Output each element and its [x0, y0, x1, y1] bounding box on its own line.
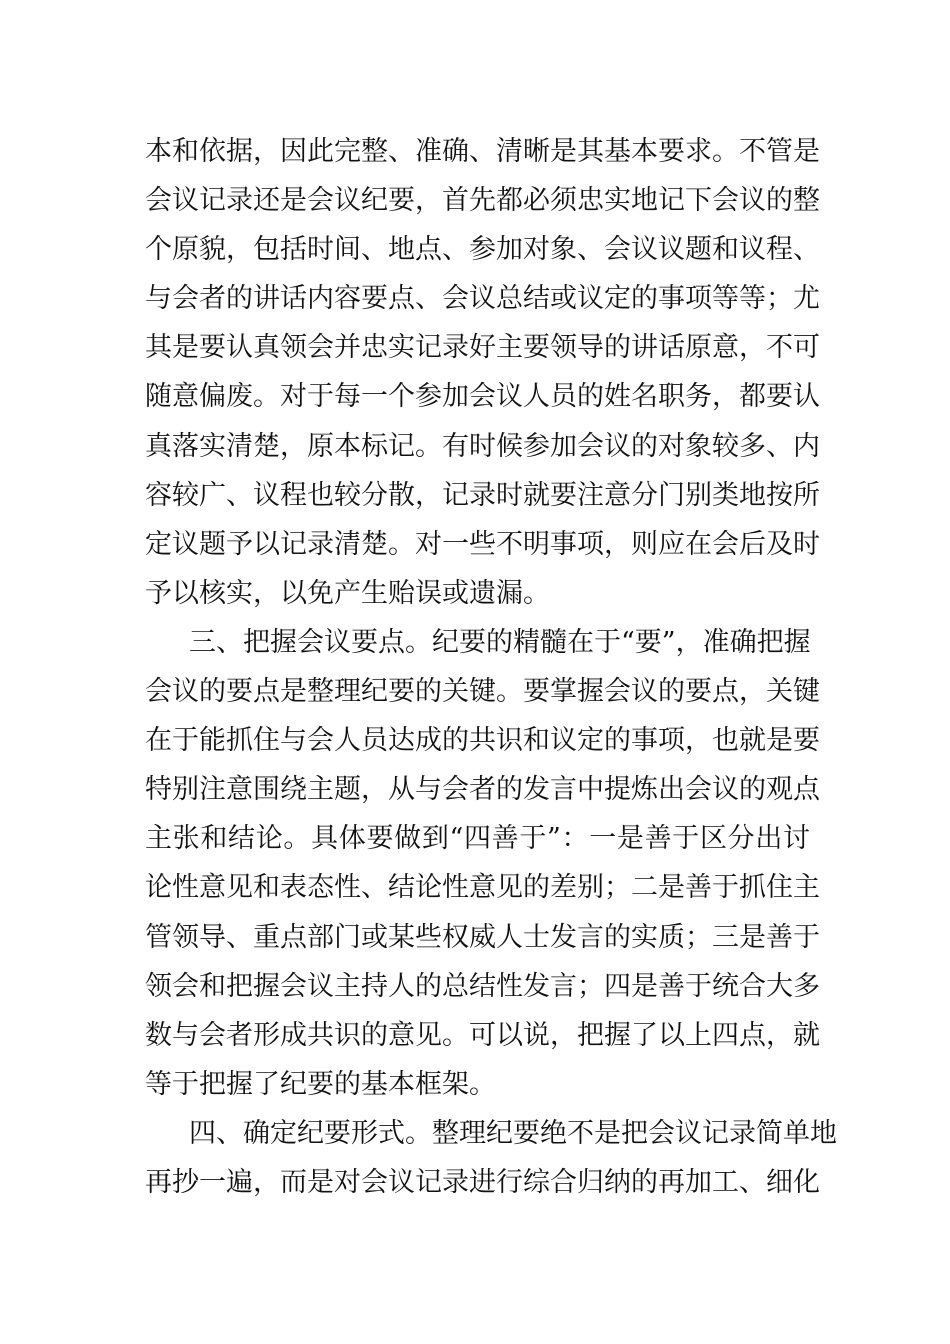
text-line: 数与会者形成共识的意见。可以说，把握了以上四点，就	[145, 1019, 820, 1051]
text-line: 个原貌，包括时间、地点、参加对象、会议议题和议程、	[145, 234, 820, 266]
text-line: 在于能抓住与会人员达成的共识和议定的事项，也就是要	[145, 725, 820, 757]
body-text	[145, 127, 837, 1207]
text-line: 会议记录还是会议纪要，首先都必须忠实地记下会议的整	[145, 185, 820, 217]
text-line: 论性意见和表态性、结论性意见的差别；二是善于抓住主	[145, 872, 820, 904]
text-line: 随意偏废。对于每一个参加会议人员的姓名职务，都要认	[145, 381, 820, 413]
text-line: 主张和结论。具体要做到“四善于”：一是善于区分出讨	[145, 823, 810, 855]
text-line: 再抄一遍，而是对会议记录进行综合归纳的再加工、细化	[145, 1166, 820, 1198]
text-line: 真落实清楚，原本标记。有时候参加会议的对象较多、内	[145, 430, 820, 462]
text-line: 容较广、议程也较分散，记录时就要注意分门别类地按所	[145, 479, 820, 511]
text-line: 本和依据，因此完整、准确、清晰是其基本要求。不管是	[145, 136, 820, 167]
text-line: 等于把握了纪要的基本框架。	[145, 1068, 496, 1100]
text-line: 其是要认真领会并忠实记录好主要领导的讲话原意，不可	[145, 332, 820, 364]
text-line: 定议题予以记录清楚。对一些不明事项，则应在会后及时	[145, 528, 820, 560]
section-four-heading-line: 四、确定纪要形式。整理纪要绝不是把会议记录简单地	[189, 1117, 837, 1149]
text-line: 与会者的讲话内容要点、会议总结或议定的事项等等；尤	[145, 283, 820, 315]
text-line: 领会和把握会议主持人的总结性发言；四是善于统合大多	[145, 970, 820, 1002]
section-three-heading-line: 三、把握会议要点。纪要的精髓在于“要”，准确把握	[189, 626, 811, 658]
text-line: 予以核实，以免产生贻误或遗漏。	[145, 577, 550, 609]
text-line: 管领导、重点部门或某些权威人士发言的实质；三是善于	[145, 921, 820, 953]
text-line: 特别注意围绕主题，从与会者的发言中提炼出会议的观点	[145, 774, 820, 806]
text-line: 会议的要点是整理纪要的关键。要掌握会议的要点，关键	[145, 676, 820, 708]
